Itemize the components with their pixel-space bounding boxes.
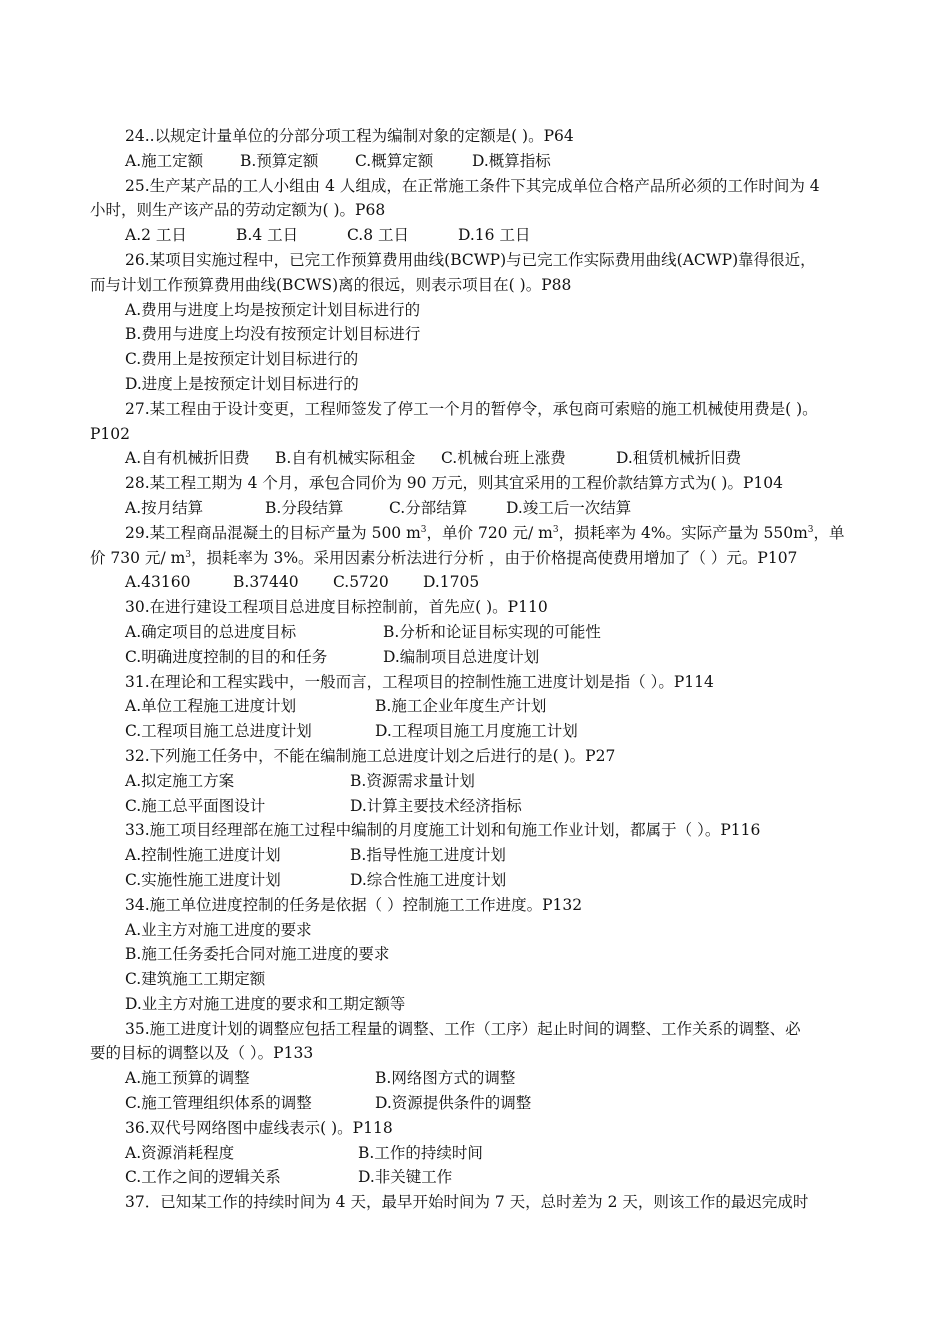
option-a: A.施工定额: [125, 151, 204, 170]
option-c: C.施工总平面图设计: [125, 796, 266, 815]
question-34-stem: 34.施工单位进度控制的任务是依据（ ）控制施工工作进度。P132: [125, 895, 583, 914]
option-a: A.资源消耗程度: [125, 1143, 235, 1162]
question-33-options-row1: [90, 843, 870, 868]
option-d: D.工程项目施工月度施工计划: [375, 722, 578, 741]
option-d: D.业主方对施工进度的要求和工期定额等: [125, 994, 406, 1013]
option-d: D.编制项目总进度计划: [383, 647, 540, 666]
question-30-options-row2: [90, 645, 870, 670]
option-d: D.概算指标: [472, 151, 551, 170]
question-35-stem-line1: 35.施工进度计划的调整应包括工程量的调整、工作（工序）起止时间的调整、工作关系的调整、必: [125, 1019, 801, 1038]
question-32-stem: 32.下列施工任务中，不能在编制施工总进度计划之后进行的是( )。P27: [125, 746, 616, 765]
option-c: C.施工管理组织体系的调整: [125, 1094, 312, 1113]
question-36-stem: 36.双代号网络图中虚线表示( )。P118: [125, 1118, 393, 1137]
question-33-options-row2: [90, 868, 870, 893]
option-a: A.确定项目的总进度目标: [125, 622, 297, 641]
option-d: D.进度上是按预定计划目标进行的: [125, 374, 359, 393]
option-c: C.分部结算: [389, 498, 468, 517]
option-c: C.工程项目施工总进度计划: [125, 722, 312, 741]
option-c: C.机械台班上涨费: [441, 449, 566, 468]
option-b: B.分段结算: [265, 498, 344, 517]
question-24-options: [90, 149, 870, 174]
question-29-stem-line2: 价 730 元/ $m^3$，损耗率为 3%。采用因素分析法进行分析 ，由于价格提高使费用增加了（ ）元。P107: [90, 548, 798, 567]
question-35-options-row1: [90, 1066, 870, 1091]
option-a: A.43160: [125, 573, 191, 592]
question-28-options: [90, 496, 870, 521]
option-a: A.按月结算: [125, 498, 204, 517]
option-d: D.16 工日: [458, 226, 531, 245]
option-b: B.分析和论证目标实现的可能性: [383, 622, 601, 641]
question-31-stem: 31.在理论和工程实践中，一般而言，工程项目的控制性施工进度计划是指（ ）。P114: [125, 672, 714, 691]
option-b: B.4 工日: [236, 226, 299, 245]
option-b: B.自有机械实际租金: [275, 449, 416, 468]
option-c: C.费用上是按预定计划目标进行的: [125, 350, 359, 369]
option-a: A.费用与进度上均是按预定计划目标进行的: [125, 300, 421, 319]
question-35-stem-line2: 要的目标的调整以及（ ）。P133: [90, 1044, 314, 1063]
option-c: C.8 工日: [347, 226, 410, 245]
option-b: B.指导性施工进度计划: [350, 846, 506, 865]
option-a: A.控制性施工进度计划: [125, 846, 281, 865]
option-a: A.业主方对施工进度的要求: [125, 920, 312, 939]
option-c: C.建筑施工工期定额: [125, 970, 266, 989]
question-29-options: [90, 570, 870, 595]
question-36-options-row1: [90, 1141, 870, 1166]
question-29-stem-line1: 29.某工程商品混凝土的目标产量为 500 $m^3$，单价 720 元/ $m^3$，损耗率为 4%。实际产量为 $550m^3$，单: [125, 523, 845, 542]
question-31-options-row2: [90, 719, 870, 744]
question-25-stem-line1: 25.生产某产品的工人小组由 4 人组成，在正常施工条件下其完成单位合格产品所必须的工作时间为 4: [125, 176, 820, 195]
option-b: B.资源需求量计划: [350, 771, 475, 790]
option-d: D.计算主要技术经济指标: [350, 796, 522, 815]
option-d: D.综合性施工进度计划: [350, 870, 507, 889]
option-a: A.自有机械折旧费: [125, 449, 250, 468]
option-a: A.单位工程施工进度计划: [125, 697, 297, 716]
option-d: D.1705: [423, 573, 480, 592]
question-32-options-row2: [90, 794, 870, 819]
question-36-options-row2: [90, 1165, 870, 1190]
question-27-stem-line1: 27.某工程由于设计变更，工程师签发了停工一个月的暂停令，承包商可索赔的施工机械使用费是( )。: [125, 399, 818, 418]
question-25-options: [90, 223, 870, 248]
option-d: D.租赁机械折旧费: [616, 449, 742, 468]
question-25-stem-line2: 小时，则生产该产品的劳动定额为( )。P68: [90, 201, 386, 220]
option-b: B.预算定额: [240, 151, 319, 170]
option-a: A.施工预算的调整: [125, 1069, 250, 1088]
question-35-options-row2: [90, 1091, 870, 1116]
option-b: B.施工企业年度生产计划: [375, 697, 547, 716]
option-c: C.概算定额: [355, 151, 434, 170]
question-27-stem-line2: P102: [90, 424, 131, 443]
question-33-stem: 33.施工项目经理部在施工过程中编制的月度施工计划和旬施工作业计划，都属于（ ）。P116: [125, 821, 761, 840]
option-c: C.5720: [333, 573, 389, 592]
option-b: B.37440: [233, 573, 299, 592]
question-26-stem-line2: 而与计划工作预算费用曲线(BCWS)离的很远，则表示项目在( )。P88: [90, 275, 572, 294]
question-37-stem: 37．已知某工作的持续时间为 4 天，最早开始时间为 7 天，总时差为 2 天，则该工作的最迟完成时: [125, 1193, 809, 1212]
option-b: B.施工任务委托合同对施工进度的要求: [125, 945, 390, 964]
option-d: D.非关键工作: [358, 1168, 453, 1187]
document-page: [90, 124, 870, 1215]
question-30-stem: 30.在进行建设工程项目总进度目标控制前，首先应( )。P110: [125, 598, 548, 617]
question-24-stem: 24..以规定计量单位的分部分项工程为编制对象的定额是( )。P64: [125, 127, 574, 145]
question-32-options-row1: [90, 769, 870, 794]
question-30-options-row1: [90, 620, 870, 645]
question-31-options-row1: [90, 694, 870, 719]
option-d: D.竣工后一次结算: [506, 498, 632, 517]
option-a: A.拟定施工方案: [125, 771, 235, 790]
option-b: B.工作的持续时间: [358, 1143, 483, 1162]
question-27-options: [90, 446, 870, 471]
option-b: B.费用与进度上均没有按预定计划目标进行: [125, 325, 421, 344]
option-a: A.2 工日: [125, 226, 187, 245]
question-26-stem-line1: 26.某项目实施过程中，已完工作预算费用曲线(BCWP)与已完工作实际费用曲线(ACWP)靠得很近，: [125, 250, 816, 269]
option-c: C.明确进度控制的目的和任务: [125, 647, 328, 666]
option-c: C.工作之间的逻辑关系: [125, 1168, 281, 1187]
option-b: B.网络图方式的调整: [375, 1069, 516, 1088]
question-28-stem: 28.某工程工期为 4 个月，承包合同价为 90 万元，则其宜采用的工程价款结算方式为( )。P104: [125, 474, 783, 493]
option-c: C.实施性施工进度计划: [125, 870, 281, 889]
option-d: D.资源提供条件的调整: [375, 1094, 532, 1113]
